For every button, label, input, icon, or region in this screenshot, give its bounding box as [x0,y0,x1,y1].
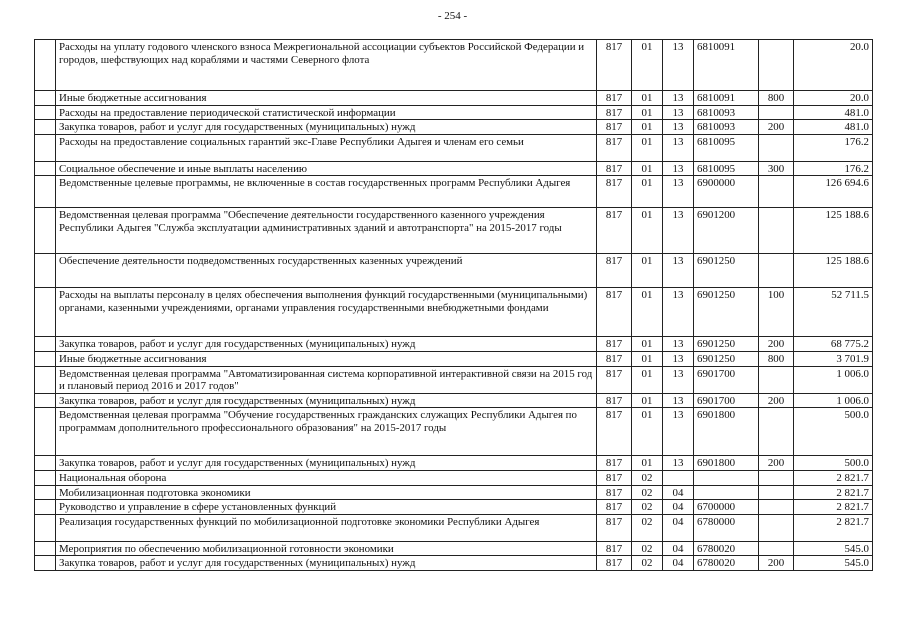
amount-cell: 545.0 [794,556,873,571]
subsection-code-cell: 13 [663,351,694,366]
amount-cell: 126 694.6 [794,176,873,208]
amount-cell: 2 821.7 [794,500,873,515]
expense-name-cell: Ведомственные целевые программы, не включенные в состав государственных программ Республики Адыгея [56,176,597,208]
expense-type-cell [759,470,794,485]
subsection-code-cell: 13 [663,91,694,106]
budget-table [34,39,873,571]
page-number: - 254 - [437,10,468,22]
row-margin-cell [35,40,56,91]
amount-cell: 1 006.0 [794,393,873,408]
amount-cell: 481.0 [794,105,873,120]
target-article-cell: 6810093 [694,105,759,120]
table-row [35,288,873,337]
expense-name-cell: Ведомственная целевая программа "Обучение государственных гражданских служащих Республики Адыгея по программам дополнительного профессионального образования" на 2015-2017 годы [56,408,597,456]
target-article-cell [694,485,759,500]
row-margin-cell [35,161,56,176]
section-code-cell: 02 [632,500,663,515]
expense-type-cell [759,134,794,161]
section-code-cell: 01 [632,288,663,337]
row-margin-cell [35,91,56,106]
expense-type-cell [759,485,794,500]
section-code-cell: 02 [632,485,663,500]
target-article-cell: 6901200 [694,208,759,254]
expense-type-cell [759,254,794,288]
section-code-cell: 01 [632,134,663,161]
expense-name-cell: Закупка товаров, работ и услуг для государственных (муниципальных) нужд [56,337,597,352]
ved-code-cell: 817 [597,541,632,556]
expense-name-cell: Закупка товаров, работ и услуг для государственных (муниципальных) нужд [56,393,597,408]
target-article-cell: 6901700 [694,393,759,408]
expense-name-cell: Иные бюджетные ассигнования [56,351,597,366]
row-margin-cell [35,393,56,408]
ved-code-cell: 817 [597,176,632,208]
section-code-cell: 01 [632,366,663,393]
expense-name-cell: Мобилизационная подготовка экономики [56,485,597,500]
table-row [35,500,873,515]
row-margin-cell [35,208,56,254]
amount-cell: 20.0 [794,91,873,106]
table-row [35,470,873,485]
ved-code-cell: 817 [597,105,632,120]
expense-name-cell: Национальная оборона [56,470,597,485]
table-row [35,337,873,352]
section-code-cell: 02 [632,556,663,571]
section-code-cell: 01 [632,456,663,471]
expense-type-cell: 800 [759,91,794,106]
subsection-code-cell: 04 [663,485,694,500]
ved-code-cell: 817 [597,514,632,541]
amount-cell: 2 821.7 [794,470,873,485]
row-margin-cell [35,366,56,393]
section-code-cell: 01 [632,351,663,366]
target-article-cell: 6901250 [694,337,759,352]
expense-name-cell: Иные бюджетные ассигнования [56,91,597,106]
amount-cell: 2 821.7 [794,514,873,541]
expense-name-cell: Расходы на выплаты персоналу в целях обеспечения выполнения функций государственными (муниципальными) органами, казенными учреждениями, органами управления государственными внебюджетными фондами [56,288,597,337]
ved-code-cell: 817 [597,470,632,485]
expense-type-cell: 100 [759,288,794,337]
subsection-code-cell: 13 [663,366,694,393]
section-code-cell: 01 [632,254,663,288]
amount-cell: 176.2 [794,134,873,161]
table-row [35,105,873,120]
table-row [35,134,873,161]
ved-code-cell: 817 [597,161,632,176]
table-row [35,208,873,254]
table-row [35,393,873,408]
section-code-cell: 01 [632,393,663,408]
subsection-code-cell: 13 [663,134,694,161]
ved-code-cell: 817 [597,456,632,471]
target-article-cell: 6810091 [694,91,759,106]
expense-type-cell [759,208,794,254]
ved-code-cell: 817 [597,366,632,393]
subsection-code-cell: 13 [663,288,694,337]
row-margin-cell [35,514,56,541]
subsection-code-cell: 13 [663,456,694,471]
ved-code-cell: 817 [597,393,632,408]
row-margin-cell [35,408,56,456]
target-article-cell: 6810095 [694,161,759,176]
row-margin-cell [35,288,56,337]
subsection-code-cell: 13 [663,105,694,120]
ved-code-cell: 817 [597,408,632,456]
row-margin-cell [35,500,56,515]
expense-type-cell [759,514,794,541]
row-margin-cell [35,176,56,208]
section-code-cell: 01 [632,40,663,91]
subsection-code-cell: 13 [663,254,694,288]
expense-name-cell: Закупка товаров, работ и услуг для государственных (муниципальных) нужд [56,556,597,571]
target-article-cell: 6900000 [694,176,759,208]
expense-type-cell: 200 [759,393,794,408]
table-row [35,541,873,556]
table-row [35,120,873,135]
expense-name-cell: Закупка товаров, работ и услуг для государственных (муниципальных) нужд [56,120,597,135]
row-margin-cell [35,134,56,161]
section-code-cell: 01 [632,176,663,208]
target-article-cell: 6901800 [694,456,759,471]
subsection-code-cell: 13 [663,208,694,254]
section-code-cell: 01 [632,91,663,106]
ved-code-cell: 817 [597,500,632,515]
subsection-code-cell: 13 [663,161,694,176]
expense-type-cell [759,176,794,208]
amount-cell: 125 188.6 [794,208,873,254]
table-row [35,514,873,541]
table-row [35,254,873,288]
subsection-code-cell [663,470,694,485]
target-article-cell [694,470,759,485]
expense-name-cell: Ведомственная целевая программа "Автоматизированная система корпоративной интерактивной связи на 2015 год и плановый период 2016 и 2017 годов" [56,366,597,393]
expense-type-cell: 300 [759,161,794,176]
section-code-cell: 01 [632,161,663,176]
ved-code-cell: 817 [597,40,632,91]
target-article-cell: 6901800 [694,408,759,456]
row-margin-cell [35,105,56,120]
target-article-cell: 6901250 [694,288,759,337]
subsection-code-cell: 13 [663,337,694,352]
ved-code-cell: 817 [597,351,632,366]
ved-code-cell: 817 [597,254,632,288]
row-margin-cell [35,351,56,366]
row-margin-cell [35,120,56,135]
section-code-cell: 02 [632,541,663,556]
expense-type-cell: 200 [759,337,794,352]
subsection-code-cell: 13 [663,120,694,135]
section-code-cell: 01 [632,208,663,254]
budget-table-body [35,40,873,571]
target-article-cell: 6780020 [694,556,759,571]
target-article-cell: 6780020 [694,541,759,556]
expense-name-cell: Расходы на предоставление периодической статистической информации [56,105,597,120]
amount-cell: 2 821.7 [794,485,873,500]
expense-type-cell [759,366,794,393]
row-margin-cell [35,485,56,500]
amount-cell: 52 711.5 [794,288,873,337]
target-article-cell: 6810091 [694,40,759,91]
amount-cell: 481.0 [794,120,873,135]
row-margin-cell [35,337,56,352]
expense-type-cell [759,541,794,556]
expense-type-cell: 200 [759,556,794,571]
expense-name-cell: Руководство и управление в сфере установленных функций [56,500,597,515]
expense-name-cell: Расходы на уплату годового членского взноса Межрегиональной ассоциации субъектов Российской Федерации и городов, шефствующих над кораблями и частями Северного флота [56,40,597,91]
row-margin-cell [35,541,56,556]
ved-code-cell: 817 [597,556,632,571]
section-code-cell: 02 [632,514,663,541]
target-article-cell: 6810095 [694,134,759,161]
expense-type-cell [759,40,794,91]
expense-name-cell: Реализация государственных функций по мобилизационной подготовке экономики Республики Адыгея [56,514,597,541]
ved-code-cell: 817 [597,91,632,106]
section-code-cell: 02 [632,470,663,485]
ved-code-cell: 817 [597,485,632,500]
expense-name-cell: Социальное обеспечение и иные выплаты населению [56,161,597,176]
amount-cell: 68 775.2 [794,337,873,352]
row-margin-cell [35,254,56,288]
target-article-cell: 6901250 [694,254,759,288]
subsection-code-cell: 04 [663,556,694,571]
target-article-cell: 6700000 [694,500,759,515]
subsection-code-cell: 13 [663,40,694,91]
table-row [35,456,873,471]
amount-cell: 125 188.6 [794,254,873,288]
subsection-code-cell: 04 [663,541,694,556]
subsection-code-cell: 04 [663,500,694,515]
subsection-code-cell: 13 [663,176,694,208]
target-article-cell: 6901250 [694,351,759,366]
table-row [35,351,873,366]
expense-name-cell: Закупка товаров, работ и услуг для государственных (муниципальных) нужд [56,456,597,471]
table-row [35,366,873,393]
ved-code-cell: 817 [597,120,632,135]
amount-cell: 3 701.9 [794,351,873,366]
subsection-code-cell: 13 [663,393,694,408]
expense-type-cell [759,408,794,456]
amount-cell: 20.0 [794,40,873,91]
ved-code-cell: 817 [597,134,632,161]
ved-code-cell: 817 [597,337,632,352]
section-code-cell: 01 [632,120,663,135]
expense-name-cell: Расходы на предоставление социальных гарантий экс-Главе Республики Адыгея и членам его семьи [56,134,597,161]
target-article-cell: 6780000 [694,514,759,541]
table-row [35,91,873,106]
section-code-cell: 01 [632,408,663,456]
section-code-cell: 01 [632,105,663,120]
expense-type-cell [759,500,794,515]
ved-code-cell: 817 [597,288,632,337]
expense-type-cell: 800 [759,351,794,366]
amount-cell: 500.0 [794,408,873,456]
subsection-code-cell: 04 [663,514,694,541]
amount-cell: 500.0 [794,456,873,471]
amount-cell: 545.0 [794,541,873,556]
expense-name-cell: Мероприятия по обеспечению мобилизационной готовности экономики [56,541,597,556]
amount-cell: 176.2 [794,161,873,176]
table-row [35,485,873,500]
ved-code-cell: 817 [597,208,632,254]
amount-cell: 1 006.0 [794,366,873,393]
table-row [35,161,873,176]
row-margin-cell [35,556,56,571]
expense-name-cell: Ведомственная целевая программа "Обеспечение деятельности государственного казенного учреждения Республики Адыгея "Служба эксплуатации административных зданий и автотранспорта" на 2015-2017 годы [56,208,597,254]
subsection-code-cell: 13 [663,408,694,456]
target-article-cell: 6810093 [694,120,759,135]
target-article-cell: 6901700 [694,366,759,393]
expense-type-cell: 200 [759,120,794,135]
expense-name-cell: Обеспечение деятельности подведомственных государственных казенных учреждений [56,254,597,288]
table-row [35,176,873,208]
row-margin-cell [35,470,56,485]
table-row [35,556,873,571]
table-row [35,40,873,91]
expense-type-cell: 200 [759,456,794,471]
table-row [35,408,873,456]
expense-type-cell [759,105,794,120]
section-code-cell: 01 [632,337,663,352]
row-margin-cell [35,456,56,471]
